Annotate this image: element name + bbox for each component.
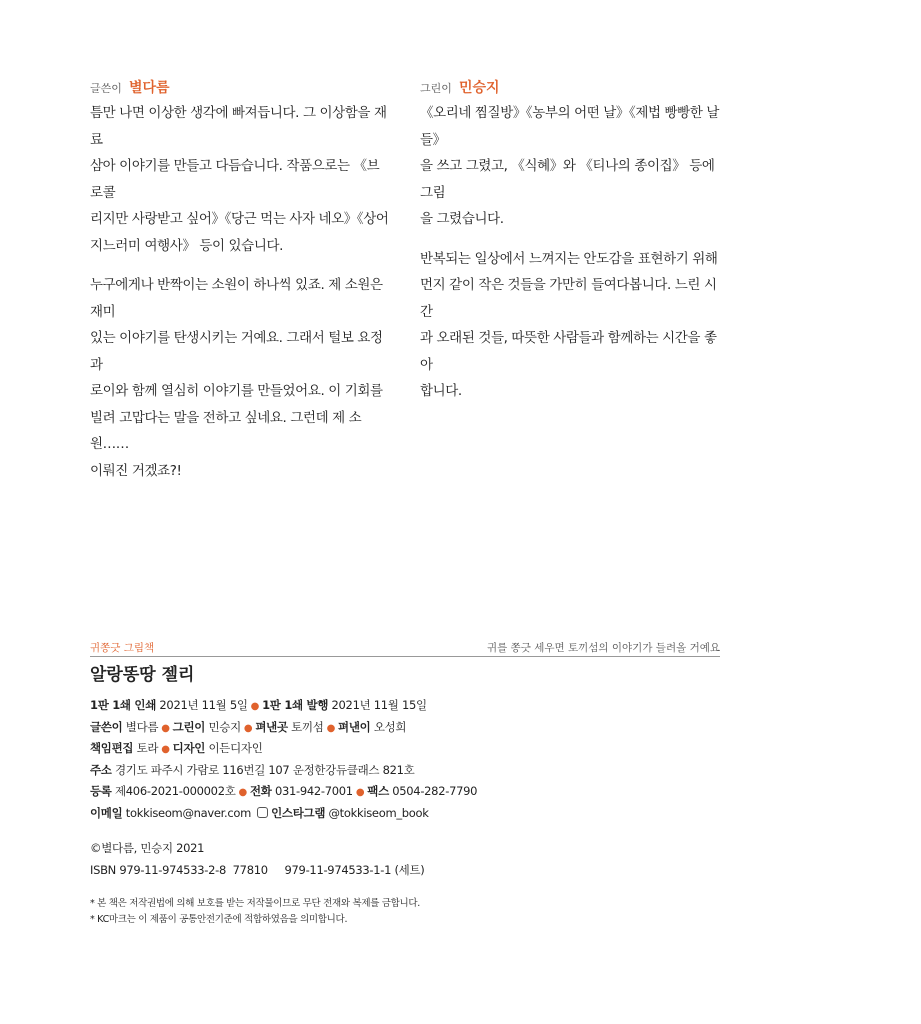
separator-dot: ● — [355, 787, 365, 798]
editorial-line — [90, 738, 730, 760]
contributors-line — [90, 717, 730, 739]
writer-paragraph: 누구에게나 반짝이는 소원이 하나씩 있죠. 제 소원은 재미 있는 이야기를 탄생시키는 거예요. 그래서 털보 요정과 로이와 함께 열심히 이야기를 만들었어요. 이 기회를 빌려 고맙다는 말을 전하고 싶네요. 그런데 제 소원…… 이뤄진 거겠죠?! — [90, 277, 383, 479]
writer-bio — [90, 78, 390, 497]
separator-dot: ● — [243, 722, 253, 734]
writer-name-credit: 별다름 — [125, 719, 159, 734]
writer-heading — [90, 78, 390, 100]
editor-label: 책임편집 — [90, 741, 134, 755]
publisher-name: 오성희 — [373, 719, 407, 734]
copyright-block — [90, 838, 425, 881]
illustrator-role-label: 그린이 — [420, 82, 452, 95]
fax-label: 팩스 — [367, 784, 389, 798]
first-pub-date: 2021년 11월 15일 — [331, 698, 427, 712]
legal-note: * 본 책은 저작권법에 의해 보호를 받는 저작물이므로 무단 전재와 복제를 금합니다. — [90, 898, 421, 909]
editor-name: 토라 — [136, 741, 159, 755]
writer-role-label: 글쓴이 — [90, 82, 122, 95]
legal-note: * KC마크는 이 제품이 공통안전기준에 적합하였음을 의미합니다. — [90, 914, 348, 925]
writer-name: 별다름 — [128, 80, 170, 96]
registration-number: 제406-2021-000002호 — [114, 784, 236, 798]
illustrator-heading — [420, 78, 720, 100]
legal-notes — [90, 896, 420, 928]
illustrator-bio — [420, 78, 720, 418]
instagram-label: 인스타그램 — [271, 805, 326, 820]
copyright-line: ©별다름, 민승지 2021 — [90, 841, 205, 855]
first-pub-label: 1판 1쇄 발행 — [262, 698, 329, 712]
isbn-line: ISBN 979-11-974533-2-8 77810 979-11-974533-1-1 (세트) — [90, 862, 425, 877]
separator-dot: ● — [161, 744, 170, 755]
address: 경기도 파주시 가람로 116번길 107 운정한강듀클래스 821호 — [114, 762, 415, 777]
phone-label: 전화 — [249, 784, 272, 798]
illustrator-name-credit: 민승지 — [208, 719, 241, 734]
first-print-label: 1판 1쇄 인쇄 — [90, 698, 157, 712]
publisher-label: 펴낸이 — [338, 719, 371, 734]
first-print-date: 2021년 11월 5일 — [159, 698, 248, 712]
series-header — [90, 640, 720, 657]
illustrator-name: 민승지 — [458, 80, 500, 96]
separator-dot: ● — [326, 722, 336, 734]
writer-label: 글쓴이 — [90, 719, 123, 734]
email-label: 이메일 — [90, 805, 123, 820]
address-label: 주소 — [90, 762, 112, 777]
writer-paragraph: 틈만 나면 이상한 생각에 빠져듭니다. 그 이상함을 재료 삼아 이야기를 만들고 다듬습니다. 작품으로는 《브로콜 리지만 사랑받고 싶어》《당근 먹는 사자 네오》《상어 지느러미 여행사》 등이 있습니다. — [90, 105, 389, 254]
registration-line — [90, 781, 730, 803]
separator-dot: ● — [238, 787, 247, 798]
book-title: 알랑똥땅 젤리 — [90, 665, 195, 685]
registration-label: 등록 — [90, 784, 112, 798]
fax-number: 0504-282-7790 — [392, 784, 478, 798]
email-address: tokkiseom@naver.com — [125, 805, 252, 820]
colophon-credits — [90, 695, 730, 824]
print-dates-line — [90, 695, 730, 717]
address-line — [90, 760, 730, 782]
illustrator-label: 그린이 — [172, 719, 206, 734]
phone-number: 031-942-7001 — [274, 784, 353, 798]
separator-dot: ● — [161, 722, 170, 734]
design-name: 이든디자인 — [208, 741, 263, 755]
illustrator-paragraph: 《오리네 찜질방》《농부의 어떤 날》《제법 빵빵한 날들》 을 쓰고 그렸고, 《식혜》와 《티나의 종이집》 등에 그림 을 그렸습니다. — [420, 105, 719, 227]
illustrator-paragraph: 반복되는 일상에서 느껴지는 안도감을 표현하기 위해 먼지 같이 작은 것들을 가만히 들여다봅니다. 느린 시간 과 오래된 것들, 따뜻한 사람들과 함께하는 시간을 좋아 합니다. — [420, 250, 718, 399]
contact-line — [90, 803, 730, 825]
instagram-handle: @tokkiseom_book — [328, 805, 429, 820]
design-label: 디자인 — [172, 741, 206, 755]
series-name: 귀쫑긋 그림책 — [90, 642, 155, 654]
separator-dot: ● — [250, 701, 260, 712]
series-tagline: 귀를 쫑긋 세우면 토끼섬의 이야기가 들려올 거예요 — [486, 642, 720, 654]
publisher-place: 토끼섬 — [291, 719, 324, 734]
publisher-place-label: 펴낸곳 — [255, 719, 288, 734]
instagram-icon — [257, 807, 268, 818]
